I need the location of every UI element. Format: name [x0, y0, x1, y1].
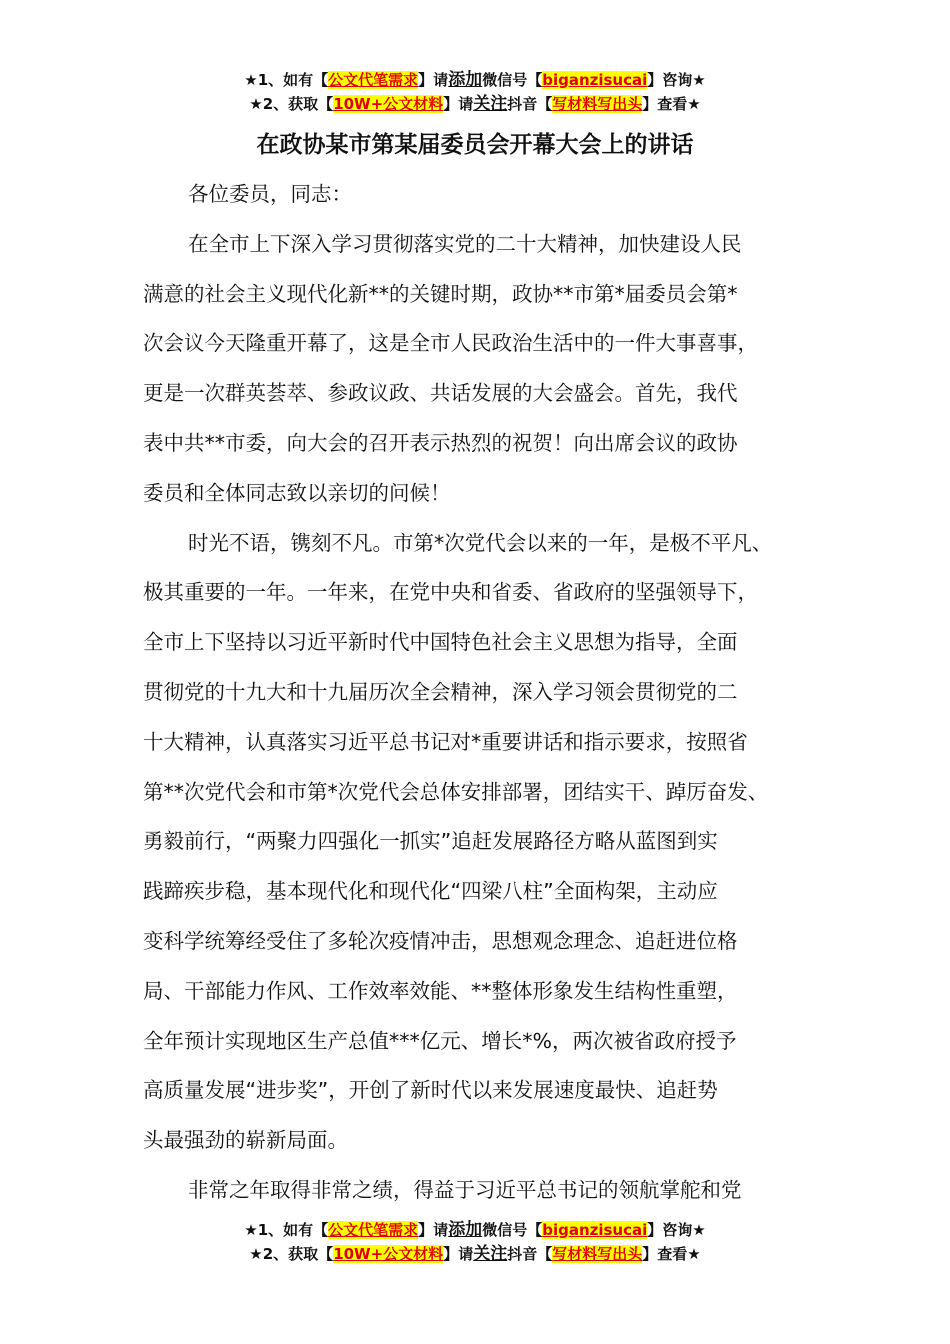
text-line: 在全市上下深入学习贯彻落实党的二十大精神，加快建设人民 [188, 231, 742, 256]
promo-text: 】请 [443, 1245, 474, 1263]
promo-text: 】请 [443, 95, 474, 113]
promo-text: 】请 [418, 71, 449, 89]
promo-text: ★2、获取【 [249, 95, 334, 113]
promo-emphasis: 关注 [473, 1244, 508, 1264]
promo-highlight: 公文代笔需求 [328, 71, 419, 89]
promo-line-1 [0, 68, 950, 92]
text-line: 勇毅前行，“两聚力四强化一抓实”追赶发展路径方略从蓝图到实 [143, 829, 718, 854]
text-line: 贯彻党的十九大和十九届历次全会精神，深入学习领会贯彻党的二 [143, 679, 738, 704]
document-title: 在政协某市第某届委员会开幕大会上的讲话 [256, 132, 694, 158]
text-line: 满意的社会主义现代化新**的关键时期，政协**市第*届委员会第* [143, 281, 738, 306]
promo-text: 】请 [418, 1221, 449, 1239]
promo-text: ★2、获取【 [249, 1245, 334, 1263]
document-body [143, 170, 833, 1216]
text-line: 第**次党代会和市第*次党代会总体安排部署，团结实干、踔厉奋发、 [143, 779, 769, 804]
text-line: 更是一次群英荟萃、参政议政、共话发展的大会盛会。首先，我代 [143, 381, 738, 406]
promo-line-1 [0, 1218, 950, 1242]
promo-text: 】咨询★ [647, 71, 706, 89]
text-line: 践蹄疾步稳，基本现代化和现代化“四梁八柱”全面构架，主动应 [143, 879, 718, 904]
promo-line-2 [0, 92, 950, 116]
promo-banner-bottom [0, 1218, 950, 1266]
promo-text: 】查看★ [642, 95, 701, 113]
promo-text: 抖音【 [507, 95, 553, 113]
text-line: 变科学统筹经受住了多轮次疫情冲击，思想观念理念、追赶进位格 [143, 928, 738, 953]
text-line: 各位委员，同志： [188, 182, 352, 206]
promo-highlight: 写材料写出头 [552, 1245, 643, 1263]
text-line: 全年预计实现地区生产总值***亿元、增长*%，两次被省政府授予 [143, 1028, 737, 1053]
text-line: 次会议今天隆重开幕了，这是全市人民政治生活中的一件大事喜事， [143, 331, 758, 356]
promo-highlight: 写材料写出头 [552, 95, 643, 113]
promo-text: 】查看★ [642, 1245, 701, 1263]
promo-emphasis: 添加 [448, 70, 483, 90]
promo-text: ★1、如有【 [244, 1221, 329, 1239]
promo-text: ★1、如有【 [244, 71, 329, 89]
promo-line-2 [0, 1242, 950, 1266]
promo-emphasis: 关注 [473, 94, 508, 114]
promo-banner-top [0, 68, 950, 116]
text-line: 时光不语，镌刻不凡。市第*次党代会以来的一年，是极不平凡、 [188, 530, 773, 555]
promo-text: 抖音【 [507, 1245, 553, 1263]
promo-text: 微信号【 [482, 71, 543, 89]
promo-highlight: 10W+公文材料 [333, 1245, 444, 1263]
promo-highlight: biganzisucai [542, 71, 648, 89]
text-line: 全市上下坚持以习近平新时代中国特色社会主义思想为指导，全面 [143, 630, 738, 655]
text-line: 极其重要的一年。一年来，在党中央和省委、省政府的坚强领导下， [143, 580, 758, 605]
text-line: 非常之年取得非常之绩，得益于习近平总书记的领航掌舵和党 [188, 1177, 742, 1202]
text-line: 头最强劲的崭新局面。 [143, 1128, 348, 1153]
promo-highlight: 公文代笔需求 [328, 1221, 419, 1239]
promo-highlight: biganzisucai [542, 1221, 648, 1239]
text-line: 高质量发展“进步奖”，开创了新时代以来发展速度最快、追赶势 [143, 1078, 718, 1103]
text-line: 表中共**市委，向大会的召开表示热烈的祝贺！向出席会议的政协 [143, 430, 738, 455]
promo-highlight: 10W+公文材料 [333, 95, 444, 113]
text-line: 委员和全体同志致以亲切的问候！ [143, 480, 451, 505]
text-line: 十大精神，认真落实习近平总书记对*重要讲话和指示要求，按照省 [143, 729, 748, 754]
promo-text: 】咨询★ [647, 1221, 706, 1239]
promo-text: 微信号【 [482, 1221, 543, 1239]
promo-emphasis: 添加 [448, 1220, 483, 1240]
text-line: 局、干部能力作风、工作效率效能、**整体形象发生结构性重塑， [143, 978, 738, 1003]
